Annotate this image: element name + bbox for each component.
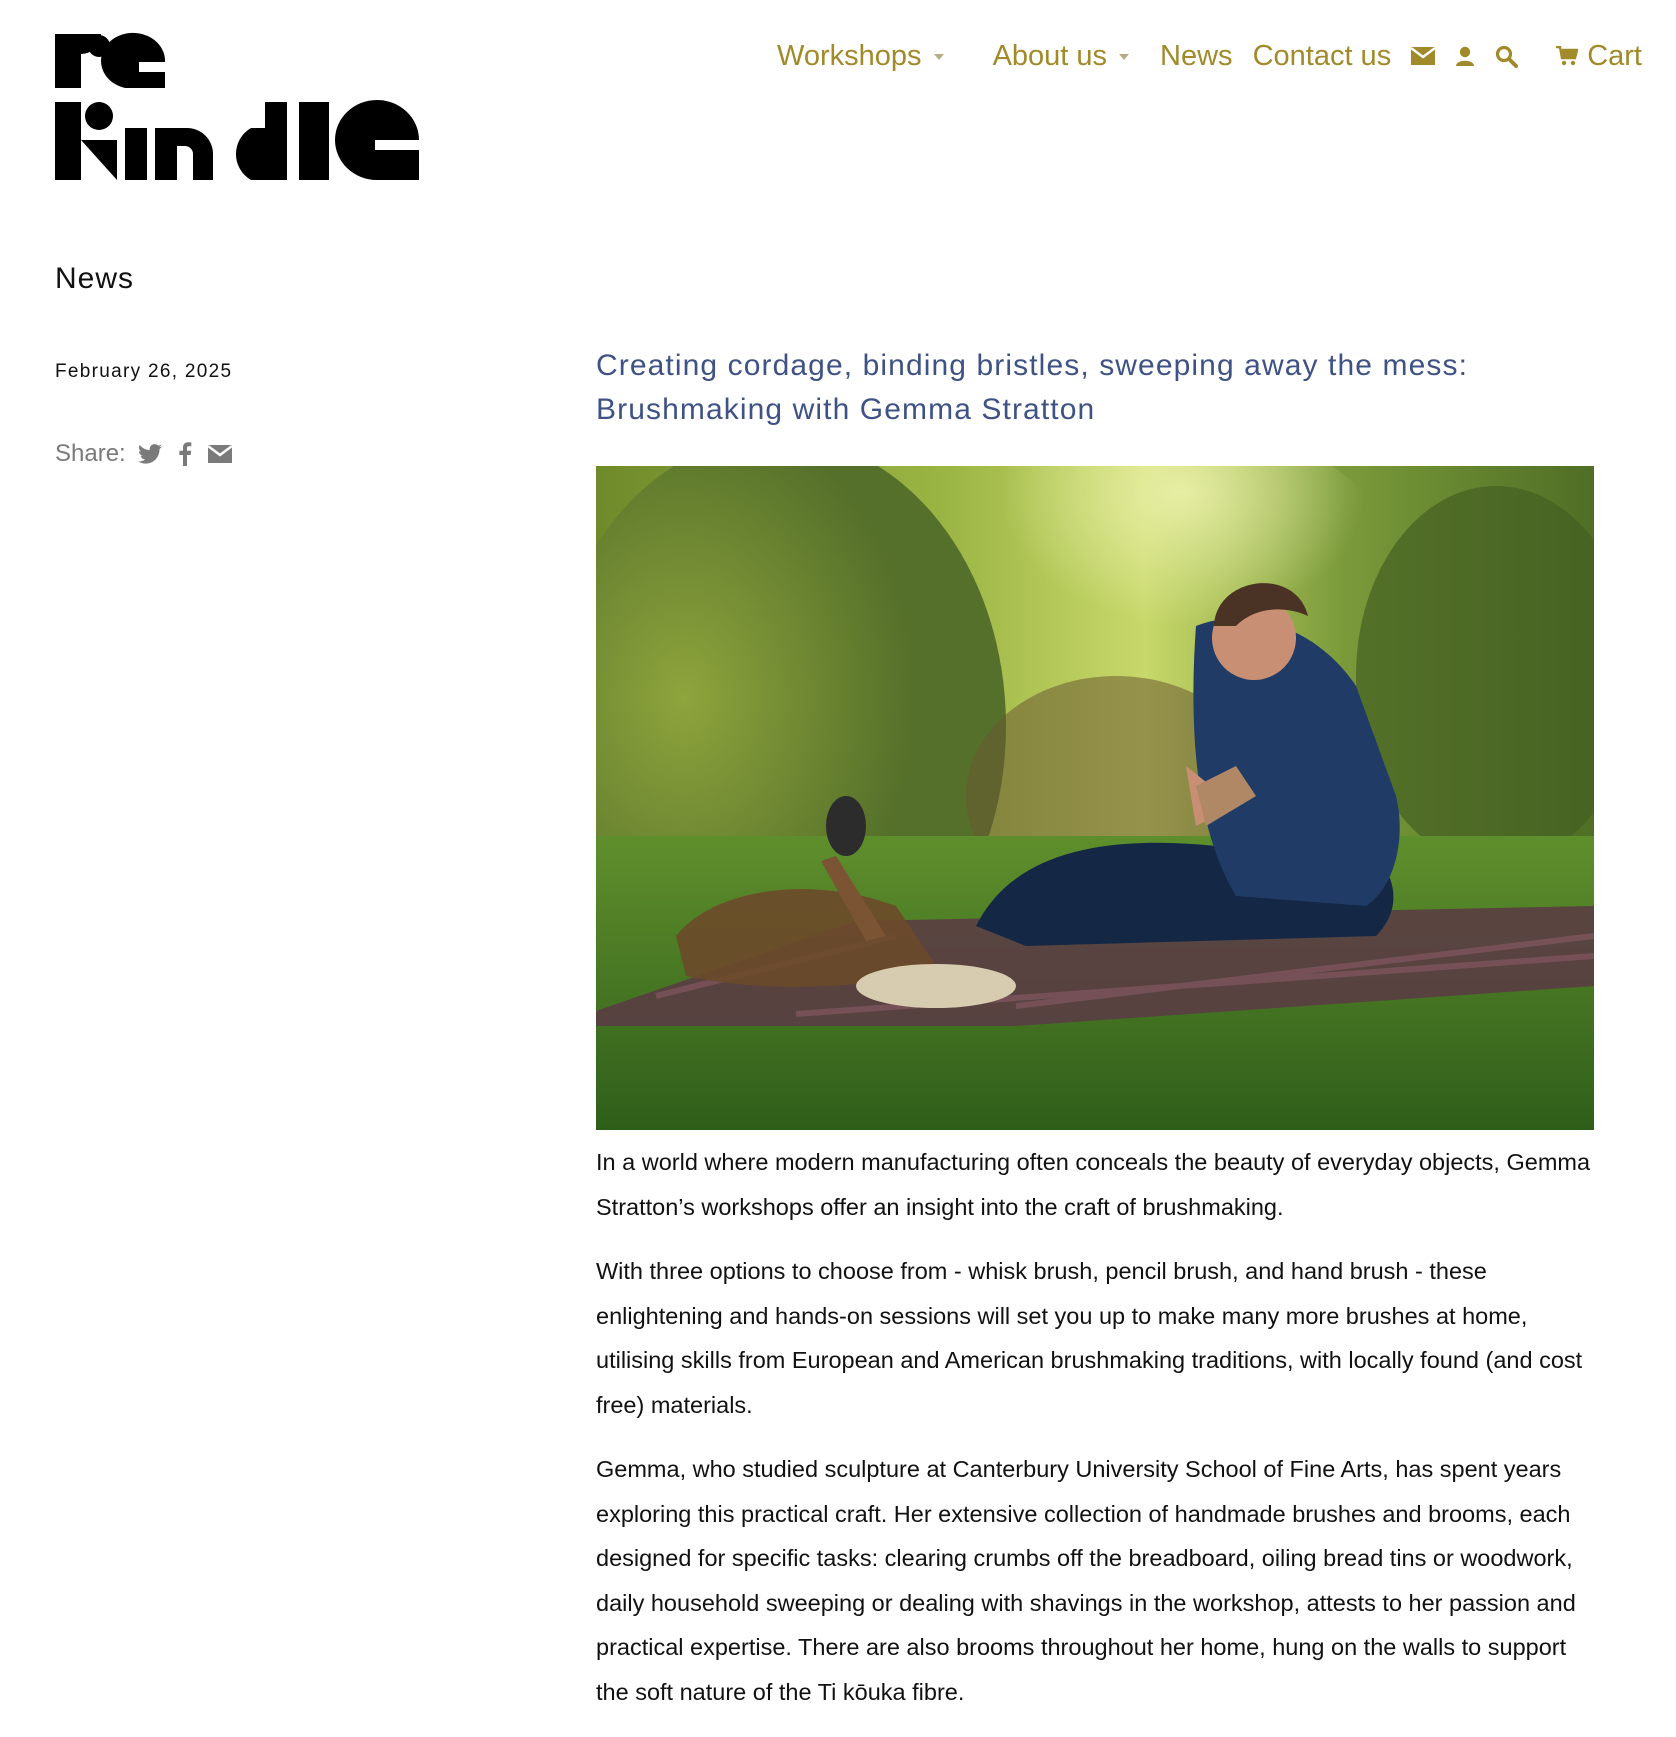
nav-workshops-label: Workshops [777, 39, 922, 72]
article-title[interactable]: Creating cordage, binding bristles, sweeping away the mess: Brushmaking with Gemma Stratton [596, 349, 1468, 426]
account-icon[interactable] [1455, 46, 1475, 66]
article-paragraph: In a world where modern manufacturing often conceals the beauty of everyday objects, Gemma Stratton’s workshops offer an insight into the craft of brushmaking. [596, 1149, 1591, 1220]
email-icon[interactable] [208, 445, 232, 463]
facebook-icon[interactable] [178, 442, 192, 466]
cart-link[interactable] [1556, 40, 1642, 73]
article-paragraph: Gemma, who studied sculpture at Canterbury University School of Fine Arts, has spent years exploring this practical craft. Her extensive collection of handmade brushes and brooms, each designed for specific tasks: clearing crumbs off the breadboard, oiling bread tins or woodwork, daily household sweeping or dealing with shavings in the workshop, attests to her passion and practical expertise. There are also brooms throughout her home, hung on the walls to support the soft nature of the Ti kōuka fibre. [596, 1456, 1576, 1705]
mail-icon[interactable] [1411, 47, 1435, 65]
nav-contact-us-label: Contact us [1252, 39, 1392, 72]
chevron-down-icon [934, 54, 944, 60]
article-hero-image [596, 466, 1594, 1130]
page-title: News [55, 262, 135, 295]
main-nav [777, 36, 1642, 76]
article-paragraph: With three options to choose from - whisk brush, pencil brush, and hand brush - these enlightening and hands-on sessions will set you up to make many more brushes at home, utilising skills from European and American brushmaking traditions, with locally found (and cost free) materials. [596, 1258, 1583, 1418]
blog-article [596, 344, 1594, 1734]
nav-news[interactable] [1160, 40, 1233, 73]
cart-icon [1556, 46, 1578, 66]
cart-label: Cart [1587, 39, 1642, 72]
nav-news-label: News [1160, 39, 1233, 72]
search-icon[interactable] [1495, 45, 1518, 68]
nav-about-us[interactable] [993, 40, 1129, 73]
chevron-down-icon [1119, 54, 1129, 60]
nav-workshops[interactable] [777, 40, 944, 73]
rekindle-logo-mark [55, 32, 435, 182]
nav-about-us-label: About us [992, 39, 1108, 72]
share-bar [55, 440, 248, 468]
nav-contact-us[interactable] [1253, 40, 1392, 73]
post-date: February 26, 2025 [55, 361, 233, 382]
share-label: Share: [55, 440, 126, 467]
twitter-icon[interactable] [138, 444, 162, 464]
